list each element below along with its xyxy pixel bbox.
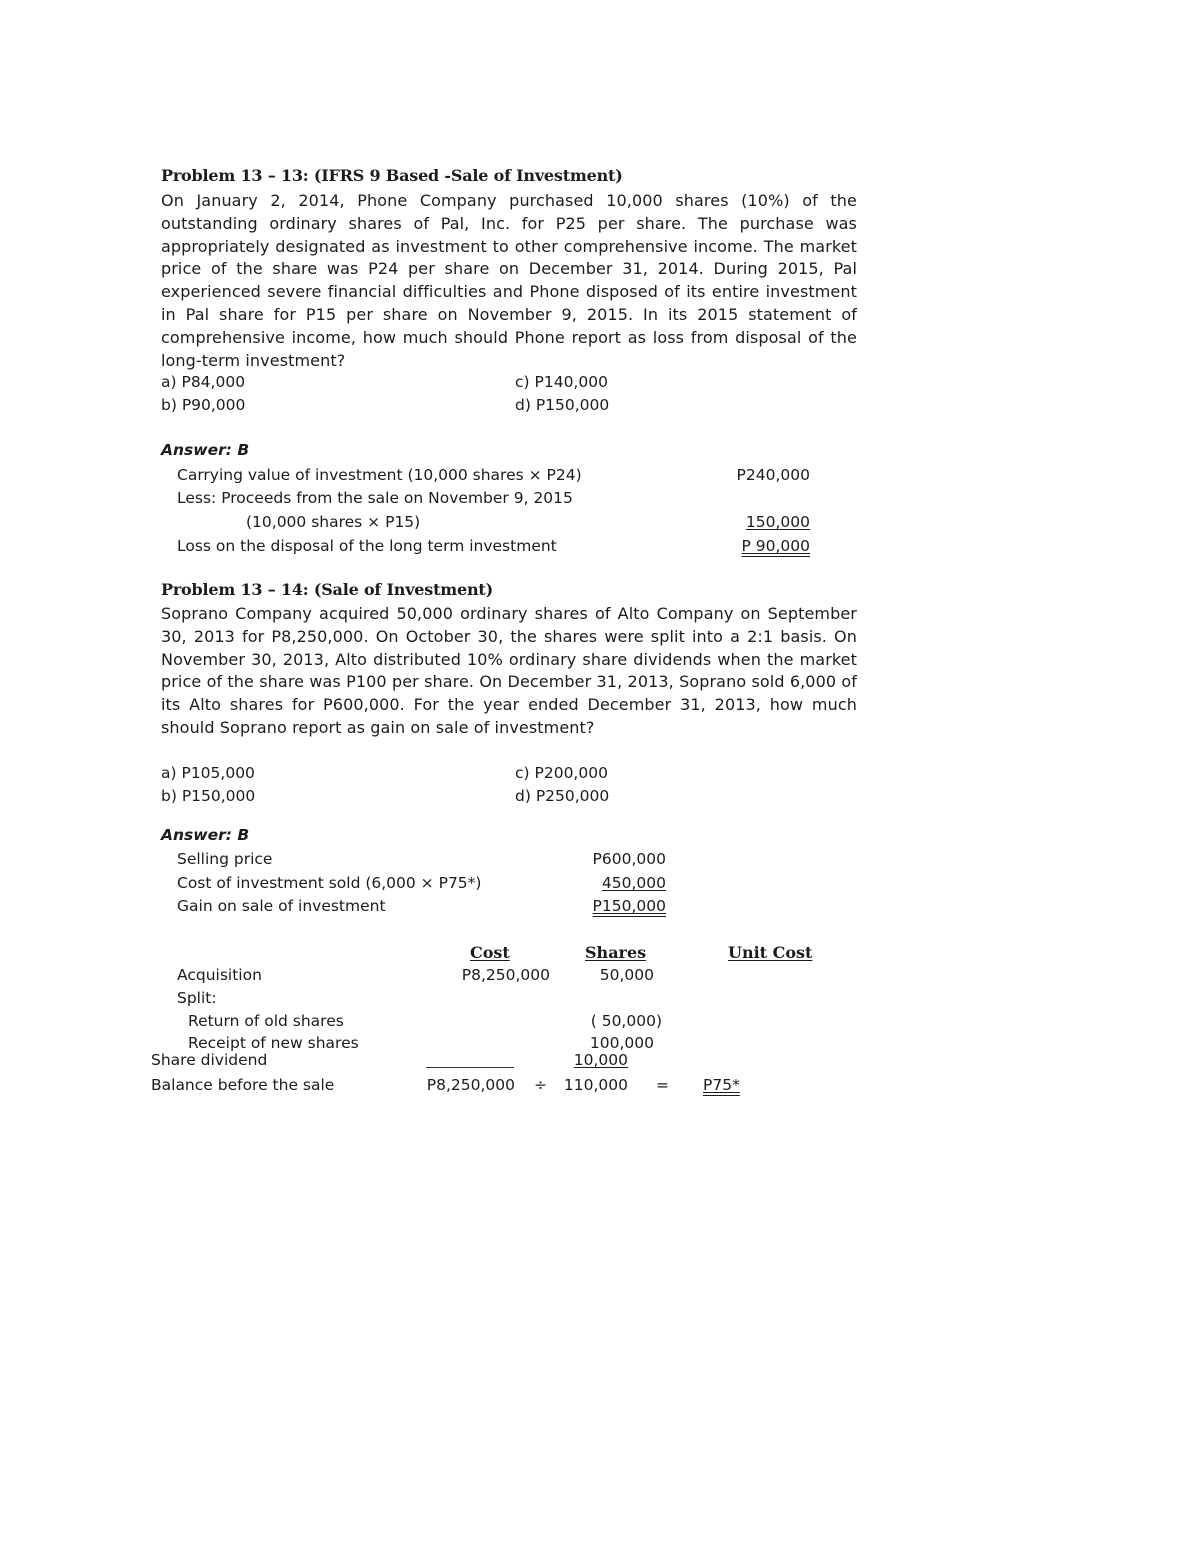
- problem-13-14-heading: Problem 13 – 14: (Sale of Investment): [161, 580, 493, 599]
- gain-on-sale-label: Gain on sale of investment: [177, 897, 386, 915]
- problem-13-13-option-d: d) P150,000: [515, 396, 610, 414]
- problem-13-14-option-b: b) P150,000: [161, 787, 256, 805]
- problem-13-13-body: On January 2, 2014, Phone Company purchased 10,000 shares (10%) of the outstanding ordinary shares of Pal, Inc. for P25 per share. The purchase was appropriately designated as investment to other comprehensive income. The market price of the share was P24 per share on December 31, 2014. During 2015, Pal experienced severe financial difficulties and Phone disposed of its entire investment in Pal share for P15 per share on November 9, 2015. In its 2015 statement of comprehensive income, how much should Phone report as loss from disposal of the long-term investment?: [161, 191, 857, 370]
- acquisition-cost: P8,250,000: [461, 966, 550, 984]
- share-dividend-value: 10,000: [573, 1051, 628, 1069]
- balance-before-sale-label: Balance before the sale: [151, 1076, 335, 1094]
- problem-13-13-heading: Problem 13 – 13: (IFRS 9 Based -Sale of Investment): [161, 166, 623, 185]
- column-header-shares: Shares: [585, 943, 647, 962]
- problem-13-13-option-a: a) P84,000: [161, 373, 246, 391]
- problem-13-14-option-a: a) P105,000: [161, 764, 255, 782]
- cost-subtotal-rule: [426, 1067, 514, 1068]
- loss-on-disposal-amount: P 90,000: [741, 537, 810, 555]
- loss-on-disposal-label: Loss on the disposal of the long term investment: [177, 537, 557, 555]
- return-of-old-shares-value: ( 50,000): [590, 1012, 662, 1030]
- balance-before-sale-shares: 110,000: [563, 1076, 628, 1094]
- problem-13-14-option-c: c) P200,000: [515, 764, 608, 782]
- share-dividend-label: Share dividend: [151, 1051, 268, 1069]
- carrying-value-amount: P240,000: [736, 466, 810, 484]
- problem-13-13-option-c: c) P140,000: [515, 373, 608, 391]
- cost-of-investment-sold-label: Cost of investment sold (6,000 × P75*): [177, 874, 482, 892]
- unit-cost-value: P75*: [703, 1076, 740, 1094]
- column-header-unit-cost: Unit Cost: [728, 943, 813, 962]
- less-proceeds-label: Less: Proceeds from the sale on November 9, 2015: [177, 489, 573, 507]
- receipt-of-new-shares-value: 100,000: [589, 1034, 654, 1052]
- divide-sign: ÷: [534, 1076, 547, 1094]
- selling-price-label: Selling price: [177, 850, 273, 868]
- cost-of-investment-sold-amount: 450,000: [601, 874, 666, 892]
- problem-13-13-option-b: b) P90,000: [161, 396, 246, 414]
- return-of-old-shares-label: Return of old shares: [188, 1012, 344, 1030]
- problem-13-14-body: Soprano Company acquired 50,000 ordinary shares of Alto Company on September 30, 2013 for P8,250,000. On October 30, the shares were split into a 2:1 basis. On November 30, 2013, Alto distributed 10% ordinary share dividends when the market price of the share was P100 per share. On December 31, 2013, Soprano sold 6,000 of its Alto shares for P600,000. For the year ended December 31, 2013, how much should Soprano report as gain on sale of investment?: [161, 604, 857, 737]
- carrying-value-label: Carrying value of investment (10,000 shares × P24): [177, 466, 582, 484]
- equals-sign: =: [656, 1076, 669, 1094]
- selling-price-amount: P600,000: [592, 850, 666, 868]
- column-header-cost: Cost: [470, 943, 510, 962]
- balance-before-sale-cost: P8,250,000: [426, 1076, 515, 1094]
- problem-13-13-answer: Answer: B: [161, 441, 250, 459]
- proceeds-amount: 150,000: [745, 513, 810, 531]
- proceeds-calc-label: (10,000 shares × P15): [246, 513, 421, 531]
- acquisition-shares: 50,000: [599, 966, 654, 984]
- problem-13-14-answer: Answer: B: [161, 826, 250, 844]
- split-label: Split:: [177, 989, 217, 1007]
- problem-13-14-option-d: d) P250,000: [515, 787, 610, 805]
- acquisition-label: Acquisition: [177, 966, 262, 984]
- receipt-of-new-shares-label: Receipt of new shares: [188, 1034, 359, 1052]
- gain-on-sale-amount: P150,000: [592, 897, 666, 915]
